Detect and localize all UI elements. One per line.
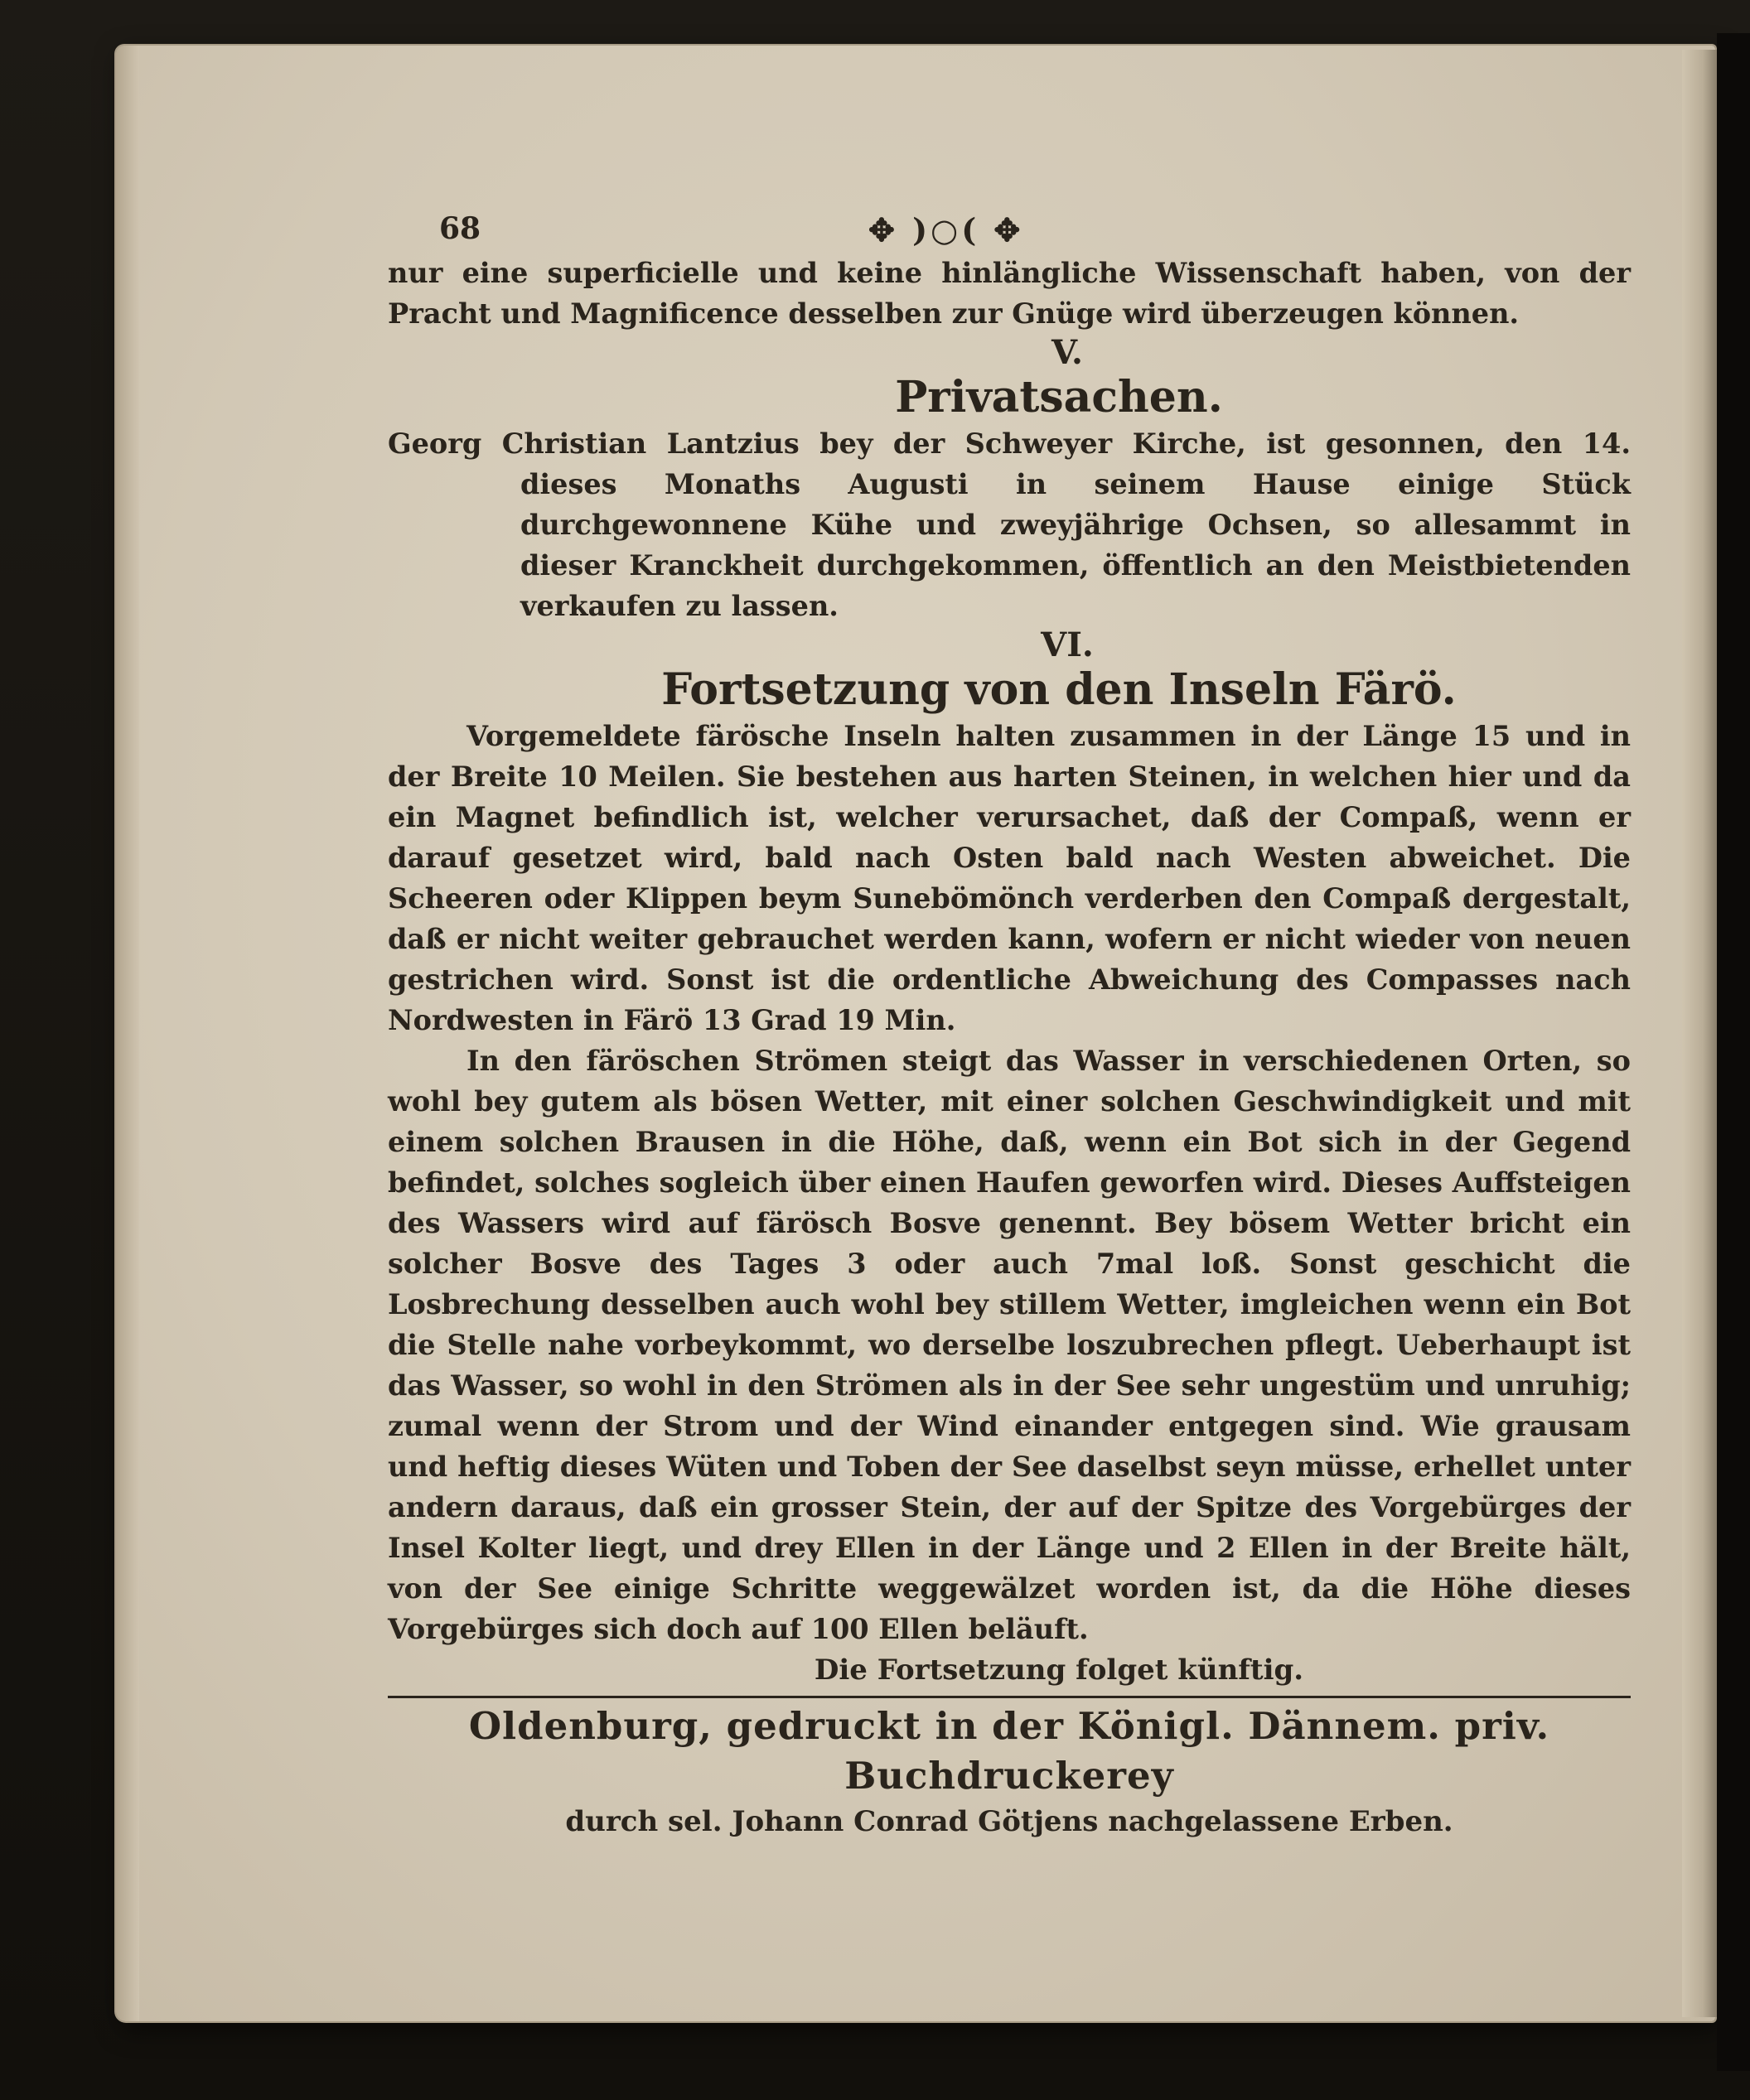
page-header [388, 211, 1631, 253]
continuation-note: Die Fortsetzung folget künftig. [814, 1653, 1304, 1687]
page-edge-right [1682, 50, 1717, 2017]
faroe-paragraph-1: Vorgemeldete färösche Inseln halten zusammen in der Länge 15 und in der Breite 10 Meilen. Sie bestehen aus harten Steinen, in welchen hier und da ein Magnet befindlich ist, welcher verursachet, daß der Compaß, wenn er darauf gesetzet wird, bald nach Osten bald nach Westen abweichet. Die Scheeren oder Klippen beym Sunebömönch verderben den Compaß dergestalt, daß er nicht weiter gebrauchet werden kann, wofern er nicht wieder von neuen gestrichen wird. Sonst ist die ordentliche Abweichung des Compasses nach Nordwesten in Färö 13 Grad 19 Min. [388, 720, 1631, 1036]
section-vi-number: VI. [1041, 625, 1094, 664]
imprint-line-1: Oldenburg, gedruckt in der Königl. Dännem. priv. Buchdruckerey [468, 1704, 1550, 1798]
section-v-title: Privatsachen. [895, 372, 1223, 422]
imprint-divider [388, 1696, 1631, 1698]
page-edge-left [116, 46, 139, 2021]
faroe-paragraph-2: In den färöschen Strömen steigt das Wasser in verschiedenen Orten, so wohl bey gutem als bösen Wetter, mit einer solchen Geschwindigkeit und mit einem solchen Brausen in die Höhe, daß, wenn ein Bot sich in der Gegend befindet, solches sogleich über einen Haufen geworfen wird. Dieses Auffsteigen des Wassers wird auf färösch Bosve genennt. Bey bösem Wetter bricht ein solcher Bosve des Tages 3 oder auch 7mal loß. Sonst geschicht die Losbrechung desselben auch wohl bey stillem Wetter, imgleichen wenn ein Bot die Stelle nahe vorbeykommt, wo derselbe loszubrechen pflegt. Ueberhaupt ist das Wasser, so wohl in den Strömen als in der See sehr ungestüm und unruhig; zumal wenn der Strom und der Wind einander entgegen sind. Wie grausam und heftig dieses Wüten und Toben der See daselbst seyn müsse, erhellet unter andern daraus, daß ein grosser Stein, der auf der Spitze des Vorgebürges der Insel Kolter liegt, und drey Ellen in der Länge und 2 Ellen in der Breite hält, von der See einige Schritte weggewälzet worden ist, da die Höhe dieses Vorgebürges sich doch auf 100 Ellen beläuft. [388, 1045, 1631, 1645]
book-gutter [1717, 33, 1750, 2071]
imprint-line-2: durch sel. Johann Conrad Götjens nachgelassene Erben. [565, 1805, 1453, 1838]
section-v-number: V. [1051, 333, 1083, 372]
private-notice: Georg Christian Lantzius bey der Schweyer Kirche, ist gesonnen, den 14. dieses Monaths Augusti in seinem Hause einige Stück durchgewonnene Kühe und zweyjährige Ochsen, so allesammt in dieser Kranckheit durchgekommen, öffentlich an den Meistbietenden verkaufen zu lassen. [388, 427, 1631, 622]
intro-paragraph: nur eine superficielle und keine hinlängliche Wissenschaft haben, von der Pracht und Magnificence desselben zur Gnüge wird überzeugen können. [388, 257, 1631, 330]
header-ornament: ✥ )○( ✥ [868, 211, 1024, 249]
page-number: 68 [439, 211, 481, 246]
page-content [388, 211, 1631, 1842]
section-vi-title: Fortsetzung von den Inseln Färö. [661, 664, 1457, 715]
